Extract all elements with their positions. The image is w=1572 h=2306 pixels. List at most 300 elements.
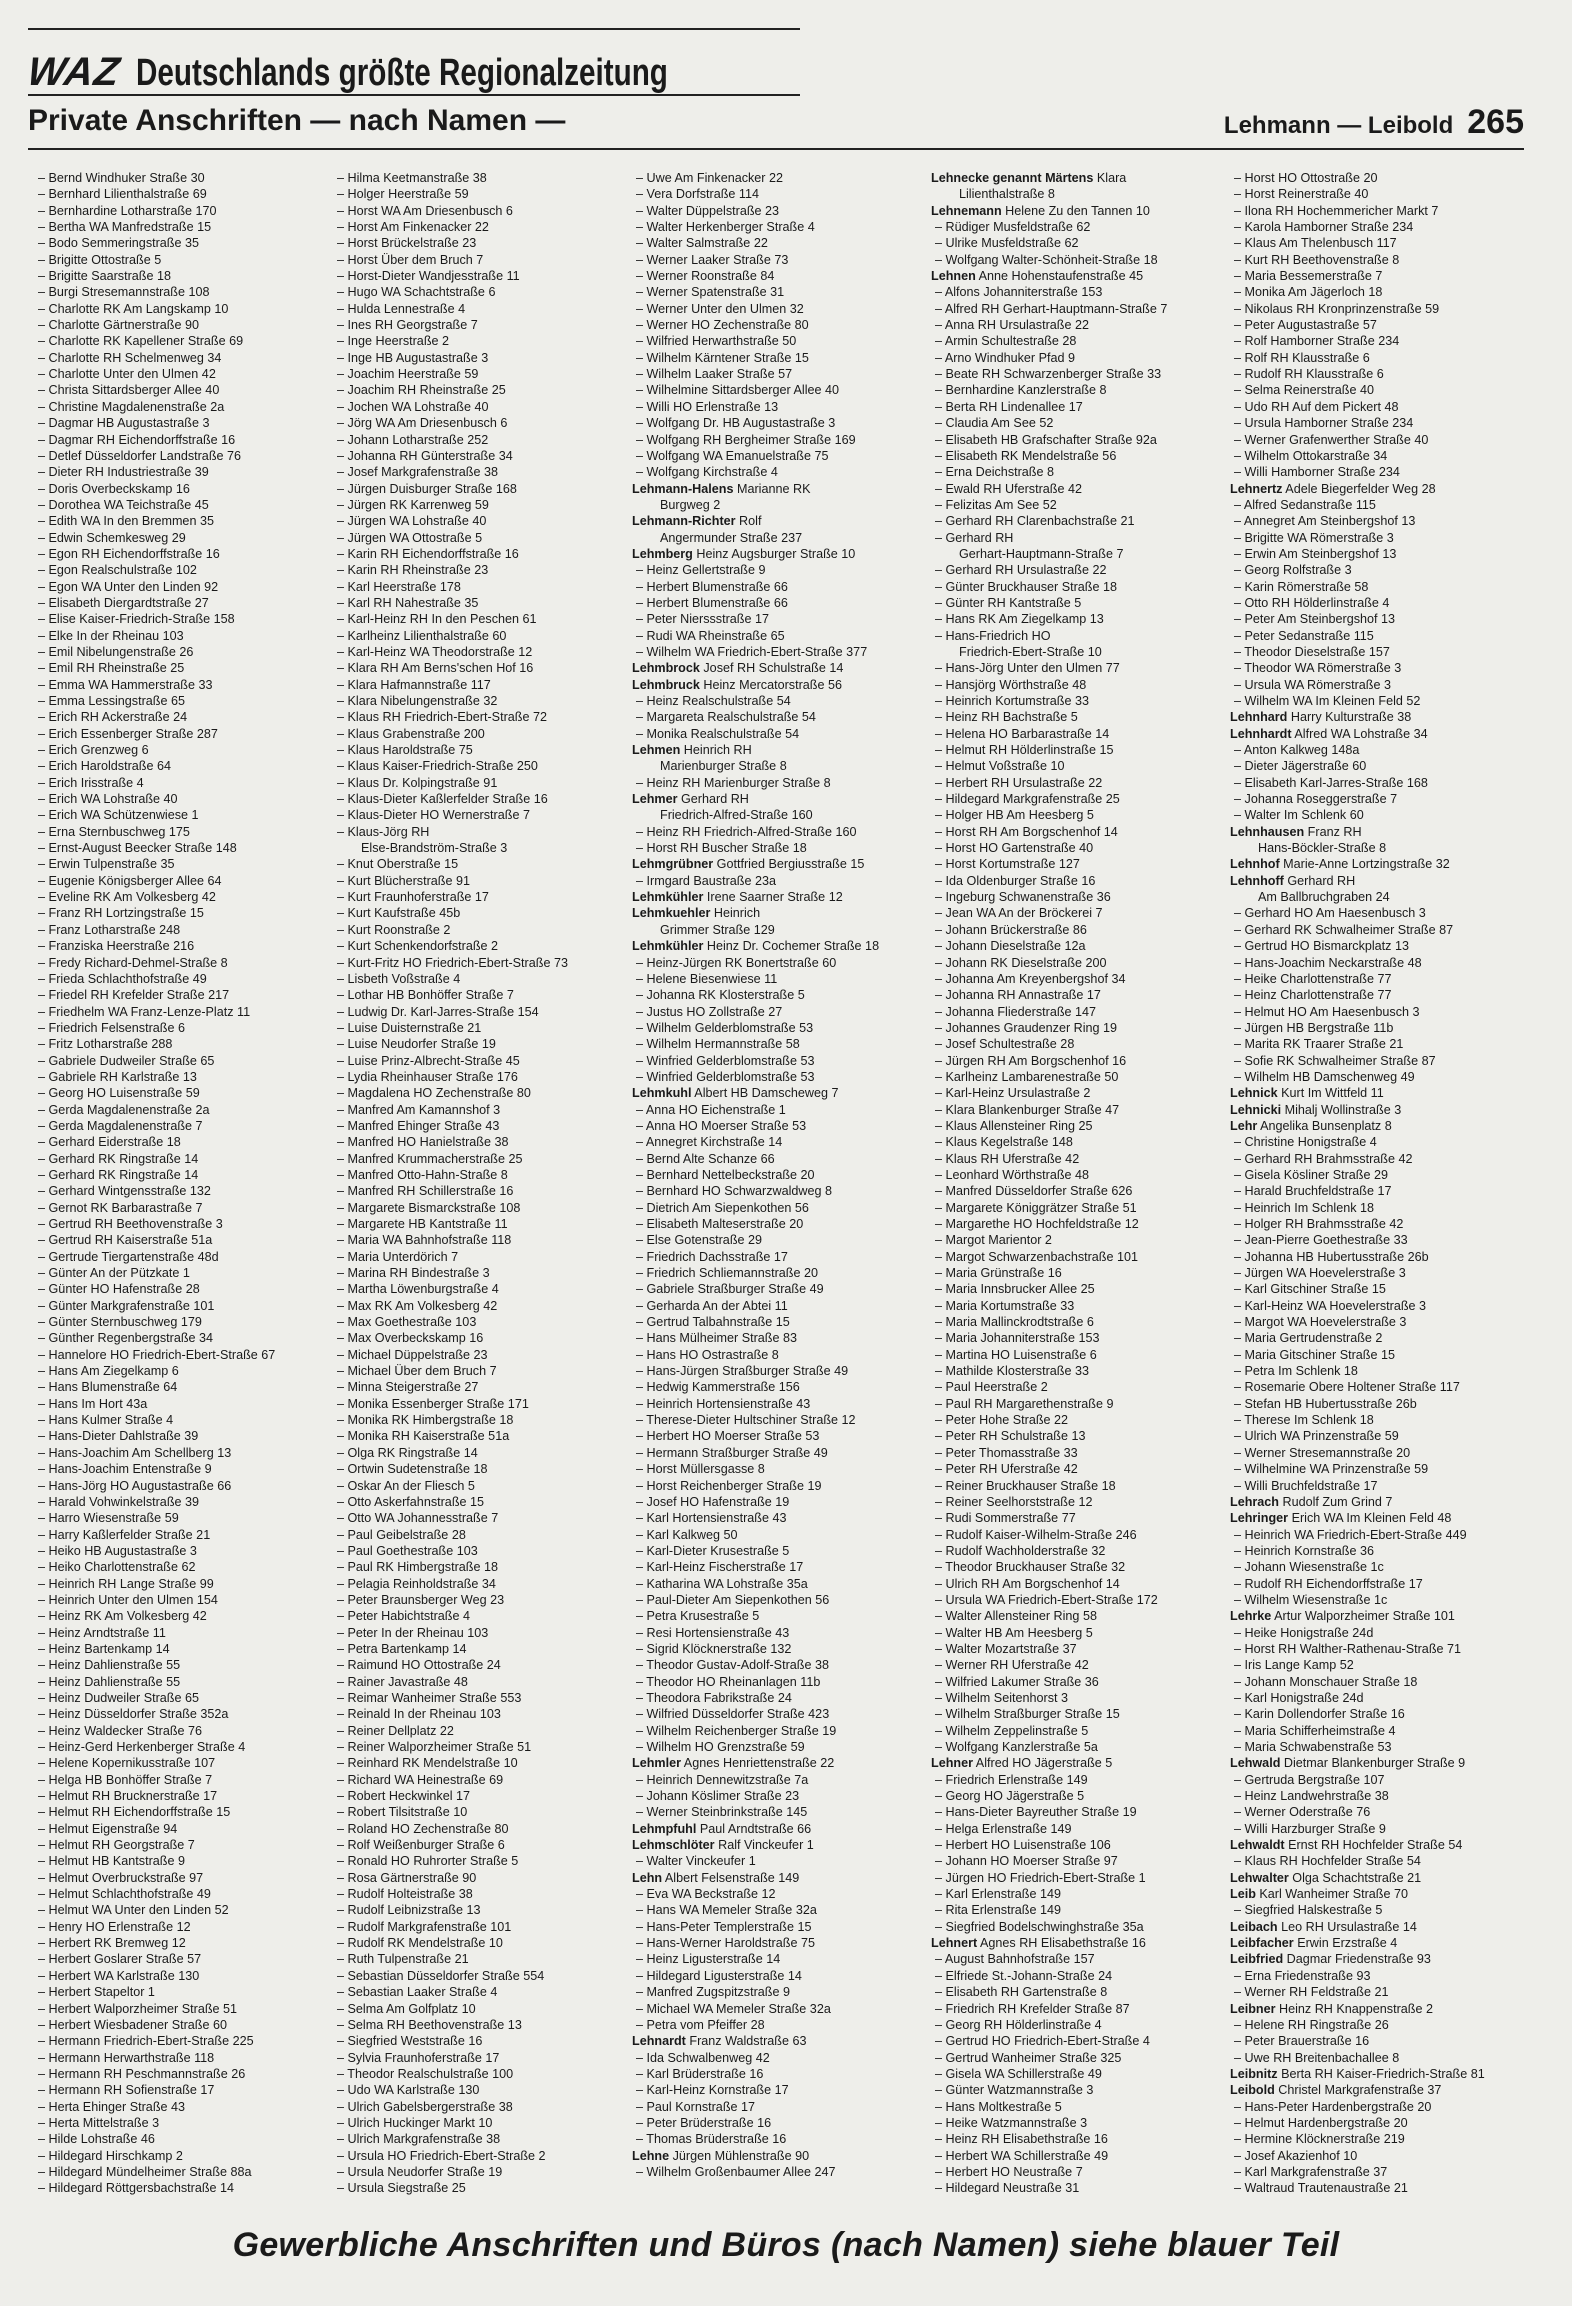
list-item: – Gertrude Tiergartenstraße 48d: [34, 1249, 327, 1265]
list-item: – Sylvia Fraunhoferstraße 17: [333, 2050, 626, 2066]
list-item: – Heinz-Gerd Herkenberger Straße 4: [34, 1739, 327, 1755]
list-item: – Klaus Kegelstraße 148: [931, 1134, 1224, 1150]
list-item: – Waltraud Trautenaustraße 21: [1230, 2180, 1523, 2196]
list-item: – Petra Bartenkamp 14: [333, 1641, 626, 1657]
list-item: – Brigitte Saarstraße 18: [34, 268, 327, 284]
list-item: – Rainer Javastraße 48: [333, 1674, 626, 1690]
list-item: – Hulda Lennestraße 4: [333, 301, 626, 317]
list-item: – Klaus Kaiser-Friedrich-Straße 250: [333, 758, 626, 774]
list-item: – August Bahnhofstraße 157: [931, 1951, 1224, 1967]
list-item: – Peter In der Rheinau 103: [333, 1625, 626, 1641]
list-item: – Manfred Krummacherstraße 25: [333, 1151, 626, 1167]
list-item: – Willi Harzburger Straße 9: [1230, 1821, 1523, 1837]
list-item: – Günter RH Kantstraße 5: [931, 595, 1224, 611]
surname: Lehmbruck: [632, 677, 700, 692]
list-item: – Heinrich WA Friedrich-Ebert-Straße 449: [1230, 1527, 1523, 1543]
list-item: – Wolfgang Kanzlerstraße 5a: [931, 1739, 1224, 1755]
list-item: – Jörg WA Am Driesenbusch 6: [333, 415, 626, 431]
list-item: – Werner RH Uferstraße 42: [931, 1657, 1224, 1673]
list-item: – Manfred Otto-Hahn-Straße 8: [333, 1167, 626, 1183]
list-item: – Johann Köslimer Straße 23: [632, 1788, 925, 1804]
list-item: – Holger Heerstraße 59: [333, 186, 626, 202]
list-item: – Willi Hamborner Straße 234: [1230, 464, 1523, 480]
list-item: – Dieter Jägerstraße 60: [1230, 758, 1523, 774]
list-item: – Jürgen WA Hoevelerstraße 3: [1230, 1265, 1523, 1281]
list-item: – Gertruda Bergstraße 107: [1230, 1772, 1523, 1788]
list-item: – Wilhelm Großenbaumer Allee 247: [632, 2164, 925, 2180]
list-item: – Monika RH Kaiserstraße 51a: [333, 1428, 626, 1444]
list-item: – Karlheinz Lilienthalstraße 60: [333, 628, 626, 644]
list-item: – Michael Düppelstraße 23: [333, 1347, 626, 1363]
list-item: – Michael Über dem Bruch 7: [333, 1363, 626, 1379]
list-item: – Werner Oderstraße 76: [1230, 1804, 1523, 1820]
list-item: – Robert Tilsitstraße 10: [333, 1804, 626, 1820]
list-item: – Manfred Düsseldorfer Straße 626: [931, 1183, 1224, 1199]
list-item: – Paul Goethestraße 103: [333, 1543, 626, 1559]
list-item: – Wilhelm Hermannstraße 58: [632, 1036, 925, 1052]
list-item: – Manfred Zugspitzstraße 9: [632, 1984, 925, 2000]
list-item: – Karl Brüderstraße 16: [632, 2066, 925, 2082]
list-item: – Gerharda An der Abtei 11: [632, 1298, 925, 1314]
list-item: – Günther Regenbergstraße 34: [34, 1330, 327, 1346]
list-item: – Heinz Ligusterstraße 14: [632, 1951, 925, 1967]
list-item: – Gerda Magdalenenstraße 2a: [34, 1102, 327, 1118]
list-item: – Franziska Heerstraße 216: [34, 938, 327, 954]
list-item: – Gertrud RH Kaiserstraße 51a: [34, 1232, 327, 1248]
list-item: – Claudia Am See 52: [931, 415, 1224, 431]
list-item: – Heike Charlottenstraße 77: [1230, 971, 1523, 987]
list-item: – Karl-Dieter Krusestraße 5: [632, 1543, 925, 1559]
surname: Lehnertz: [1230, 481, 1283, 496]
list-item: – Rudi Sommerstraße 77: [931, 1510, 1224, 1526]
column-5: [1224, 170, 1523, 2210]
list-item: – Holger RH Brahmsstraße 42: [1230, 1216, 1523, 1232]
list-item: – Bernhard Nettelbeckstraße 20: [632, 1167, 925, 1183]
list-item: – Johann Wiesenstraße 1c: [1230, 1559, 1523, 1575]
surname-entry: Lehmen Heinrich RH: [632, 743, 752, 758]
masthead-rule: [28, 94, 800, 96]
list-item: – Herta Mittelstraße 3: [34, 2115, 327, 2131]
list-item: – Johann Monschauer Straße 18: [1230, 1674, 1523, 1690]
surname-entry: Lehwaldt Ernst RH Hochfelder Straße 54: [1230, 1838, 1463, 1853]
list-item: – Ludwig Dr. Karl-Jarres-Straße 154: [333, 1004, 626, 1020]
list-item: – Ursula WA Römerstraße 3: [1230, 677, 1523, 693]
list-item: – Marina RH Bindestraße 3: [333, 1265, 626, 1281]
surname-entry: Lehwald Dietmar Blankenburger Straße 9: [1230, 1756, 1466, 1771]
list-item: – Herbert RK Bremweg 12: [34, 1935, 327, 1951]
page-header: [28, 102, 1524, 142]
list-item: – Wilfried Lakumer Straße 36: [931, 1674, 1224, 1690]
list-item: – Hildegard Ligusterstraße 14: [632, 1968, 925, 1984]
list-item: – Helmut RH Georgstraße 7: [34, 1837, 327, 1853]
list-item: – Sigrid Klöcknerstraße 132: [632, 1641, 925, 1657]
list-item: – Georg RH Hölderlinstraße 4: [931, 2017, 1224, 2033]
list-item: – Herbert WA Karlstraße 130: [34, 1968, 327, 1984]
surname: Lehmann-Halens: [632, 481, 734, 496]
surname-entry: Lehmbrock Josef RH Schulstraße 14: [632, 661, 844, 676]
surname: Lehmberg: [632, 546, 693, 561]
list-item: – Margareta Realschulstraße 54: [632, 709, 925, 725]
list-item: – Karl-Heinz WA Theodorstraße 12: [333, 644, 626, 660]
list-item: – Rita Erlenstraße 149: [931, 1902, 1224, 1918]
list-item: – Friedrich Erlenstraße 149: [931, 1772, 1224, 1788]
surname-entry: Lehmler Agnes Henriettenstraße 22: [632, 1756, 835, 1771]
list-item: – Elise Kaiser-Friedrich-Straße 158: [34, 611, 327, 627]
list-item: – Klaus-Jörg RH: [333, 824, 626, 840]
list-item: – Herbert Stapeltor 1: [34, 1984, 327, 2000]
list-item: – Gertrud HO Bismarckplatz 13: [1230, 938, 1523, 954]
list-item: – Werner Roonstraße 84: [632, 268, 925, 284]
surname: Lehmgrübner: [632, 857, 714, 872]
list-item: – Johann Brückerstraße 86: [931, 922, 1224, 938]
list-item: – Kurt RH Beethovenstraße 8: [1230, 252, 1523, 268]
list-item: – Wolfgang RH Bergheimer Straße 169: [632, 432, 925, 448]
list-item: – Gerhard Eiderstraße 18: [34, 1134, 327, 1150]
list-item: – Anna HO Moerser Straße 53: [632, 1118, 925, 1134]
list-item: – Charlotte RK Am Langskamp 10: [34, 301, 327, 317]
surname: Lehnecke genannt Märtens: [931, 171, 1094, 185]
list-item: – Theodor Gustav-Adolf-Straße 38: [632, 1657, 925, 1673]
list-item: – Christine Honigstraße 4: [1230, 1134, 1523, 1150]
list-item: – Helmut Hardenbergstraße 20: [1230, 2115, 1523, 2131]
list-item: – Franz RH Lortzingstraße 15: [34, 905, 327, 921]
list-item: – Heiko HB Augustastraße 3: [34, 1543, 327, 1559]
list-item: – Margarete Königgrätzer Straße 51: [931, 1200, 1224, 1216]
list-item: – Johannes Graudenzer Ring 19: [931, 1020, 1224, 1036]
list-item: – Herbert HO Neustraße 7: [931, 2164, 1224, 2180]
list-item: – Bernhardine Lotharstraße 170: [34, 203, 327, 219]
list-item: – Maria Johanniterstraße 153: [931, 1330, 1224, 1346]
list-item: – Annegret Am Steinbergshof 13: [1230, 513, 1523, 529]
column-4: [925, 170, 1224, 2210]
list-item: – Horst HO Ottostraße 20: [1230, 170, 1523, 186]
list-item: – Dorothea WA Teichstraße 45: [34, 497, 327, 513]
list-item: – Holger HB Am Heesberg 5: [931, 807, 1224, 823]
surname-entry: Lehne Jürgen Mühlenstraße 90: [632, 2148, 810, 2163]
list-item: – Hans Moltkestraße 5: [931, 2099, 1224, 2115]
list-item: – Karl-Heinz Kornstraße 17: [632, 2082, 925, 2098]
list-item: – Johann RK Dieselstraße 200: [931, 955, 1224, 971]
list-item: – Maria Gitschiner Straße 15: [1230, 1347, 1523, 1363]
entry-continuation: Am Ballbruchgraben 24: [1258, 890, 1390, 905]
list-item: – Kurt Blücherstraße 91: [333, 873, 626, 889]
list-item: – Gisela WA Schillerstraße 49: [931, 2066, 1224, 2082]
list-item: – Katharina WA Lohstraße 35a: [632, 1576, 925, 1592]
list-item: – Siegfried Halskestraße 5: [1230, 1902, 1523, 1918]
list-item: – Bertha WA Manfredstraße 15: [34, 219, 327, 235]
list-item: – Johann HO Moerser Straße 97: [931, 1853, 1224, 1869]
list-item: – Egon RH Eichendorffstraße 16: [34, 546, 327, 562]
list-item: – Hans Mülheimer Straße 83: [632, 1330, 925, 1346]
surname: Lehmbrock: [632, 661, 700, 676]
list-item: – Helmut Overbruckstraße 97: [34, 1870, 327, 1886]
surname: Lehmschlöter: [632, 1838, 715, 1853]
list-item: – Maria Bessemerstraße 7: [1230, 268, 1523, 284]
list-item: – Edwin Schemkesweg 29: [34, 530, 327, 546]
list-item: – Sebastian Düsseldorfer Straße 554: [333, 1968, 626, 1984]
list-item: – Willi HO Erlenstraße 13: [632, 399, 925, 415]
list-item: – Maria Innsbrucker Allee 25: [931, 1281, 1224, 1297]
list-item: – Heinz RH Bachstraße 5: [931, 709, 1224, 725]
list-item: – Josef Markgrafenstraße 38: [333, 464, 626, 480]
surname: Leibach: [1230, 1919, 1278, 1934]
surname-entry: Lehnecke genannt Märtens Klara: [931, 171, 1127, 185]
list-item: – Brigitte Ottostraße 5: [34, 252, 327, 268]
list-item: – Ronald HO Ruhrorter Straße 5: [333, 1853, 626, 1869]
surname: Lehr: [1230, 1118, 1258, 1133]
list-item: – Hans-Joachim Neckarstraße 48: [1230, 955, 1523, 971]
list-item: – Kurt Schenkendorfstraße 2: [333, 938, 626, 954]
list-item: – Friedel RH Krefelder Straße 217: [34, 987, 327, 1003]
list-item: – Klaus Allensteiner Ring 25: [931, 1118, 1224, 1134]
list-item: – Peter Thomasstraße 33: [931, 1445, 1224, 1461]
surname: Lehmkühler: [632, 939, 704, 954]
list-item: – Johanna RH Günterstraße 34: [333, 448, 626, 464]
list-item: – Reinhard RK Mendelstraße 10: [333, 1755, 626, 1771]
list-item: – Inge Heerstraße 2: [333, 333, 626, 349]
surname: Lehnhof: [1230, 857, 1280, 872]
list-item: – Beate RH Schwarzenberger Straße 33: [931, 366, 1224, 382]
list-item: – Udo RH Auf dem Pickert 48: [1230, 399, 1523, 415]
list-item: – Günter Sternbuschweg 179: [34, 1314, 327, 1330]
list-item: – Jean WA An der Bröckerei 7: [931, 905, 1224, 921]
list-item: – Heike Honigstraße 24d: [1230, 1625, 1523, 1641]
entry-continuation: Else-Brandström-Straße 3: [361, 841, 508, 856]
list-item: – Berta RH Lindenallee 17: [931, 399, 1224, 415]
list-item: – Charlotte Gärtnerstraße 90: [34, 317, 327, 333]
list-item: – Ines RH Georgstraße 7: [333, 317, 626, 333]
list-item: – Petra Im Schlenk 18: [1230, 1363, 1523, 1379]
list-item: – Max RK Am Volkesberg 42: [333, 1298, 626, 1314]
list-item: – Klaus-Dieter HO Wernerstraße 7: [333, 807, 626, 823]
list-item: – Johanna RK Klosterstraße 5: [632, 987, 925, 1003]
list-item: – Bernhardine Kanzlerstraße 8: [931, 382, 1224, 398]
list-item: – Jochen WA Lohstraße 40: [333, 399, 626, 415]
list-item: – Ortwin Sudetenstraße 18: [333, 1461, 626, 1477]
list-item: – Günter An der Pützkate 1: [34, 1265, 327, 1281]
list-item: – Hans Blumenstraße 64: [34, 1379, 327, 1395]
list-item: – Karl-Heinz Ursulastraße 2: [931, 1085, 1224, 1101]
list-item: – Hans HO Ostrastraße 8: [632, 1347, 925, 1363]
list-item: – Wolfgang Dr. HB Augustastraße 3: [632, 415, 925, 431]
list-item: – Gerhard RH Ursulastraße 22: [931, 562, 1224, 578]
surname-entry: Lehmkuhl Albert HB Damscheweg 7: [632, 1086, 839, 1101]
list-item: – Hans-Peter Hardenbergstraße 20: [1230, 2099, 1523, 2115]
list-item: – Elisabeth Malteserstraße 20: [632, 1216, 925, 1232]
list-item: – Ulrich RH Am Borgschenhof 14: [931, 1576, 1224, 1592]
list-item: – Heinz Charlottenstraße 77: [1230, 987, 1523, 1003]
list-item: – Elisabeth RK Mendelstraße 56: [931, 448, 1224, 464]
list-item: – Wilhelm HB Damschenweg 49: [1230, 1069, 1523, 1085]
list-item: – Herbert Wiesbadener Straße 60: [34, 2017, 327, 2033]
list-item: – Joachim Heerstraße 59: [333, 366, 626, 382]
list-item: – Alfred Sedanstraße 115: [1230, 497, 1523, 513]
surname-entry: Lehmbruck Heinz Mercatorstraße 56: [632, 677, 842, 692]
list-item: – Ulrike Musfeldstraße 62: [931, 235, 1224, 251]
list-item: – Gabriele RH Karlstraße 13: [34, 1069, 327, 1085]
list-item: – Charlotte Unter den Ulmen 42: [34, 366, 327, 382]
list-item: – Margot Schwarzenbachstraße 101: [931, 1249, 1224, 1265]
list-item: – Ida Oldenburger Straße 16: [931, 873, 1224, 889]
list-item: – Heike Watzmannstraße 3: [931, 2115, 1224, 2131]
list-item: – Gerhard RH Clarenbachstraße 21: [931, 513, 1224, 529]
list-item: – Heinrich Kortumstraße 33: [931, 693, 1224, 709]
list-item: – Joachim RH Rheinstraße 25: [333, 382, 626, 398]
surname: Leib: [1230, 1887, 1256, 1902]
surname-entry: Lehmkühler Irene Saarner Straße 12: [632, 890, 843, 905]
list-item: – Helena HO Barbarastraße 14: [931, 726, 1224, 742]
list-item: – Wilhelm Ottokarstraße 34: [1230, 448, 1523, 464]
list-item: – Rolf Weißenburger Straße 6: [333, 1837, 626, 1853]
surname: Leibfried: [1230, 1952, 1284, 1967]
list-item: – Reiner Seelhorststraße 12: [931, 1494, 1224, 1510]
entry-continuation: Grimmer Straße 129: [660, 922, 775, 937]
list-item: – Luise Neudorfer Straße 19: [333, 1036, 626, 1052]
list-item: – Heinrich Unter den Ulmen 154: [34, 1592, 327, 1608]
entry-continuation: Burgweg 2: [660, 497, 721, 512]
list-item: – Peter Nierssstraße 17: [632, 611, 925, 627]
list-item: – Ulrich Gabelsbergerstraße 38: [333, 2099, 626, 2115]
list-item: – Reiner Bruckhauser Straße 18: [931, 1478, 1224, 1494]
list-item: – Johann Lotharstraße 252: [333, 432, 626, 448]
list-item: – Erna Friedenstraße 93: [1230, 1968, 1523, 1984]
list-item: – Rudolf Wachholderstraße 32: [931, 1543, 1224, 1559]
list-item: – Karl Honigstraße 24d: [1230, 1690, 1523, 1706]
list-item: – Hans RK Am Ziegelkamp 13: [931, 611, 1224, 627]
list-item: – Christine Magdalenenstraße 2a: [34, 399, 327, 415]
surname: Lehnhardt: [1230, 726, 1292, 741]
listing-columns: [28, 170, 1524, 2210]
list-item: – Hans-Peter Templerstraße 15: [632, 1919, 925, 1935]
list-item: – Max Goethestraße 103: [333, 1314, 626, 1330]
list-item: – Selma Am Golfplatz 10: [333, 2001, 626, 2017]
list-item: – Inge HB Augustastraße 3: [333, 350, 626, 366]
list-item: – Walter Im Schlenk 60: [1230, 807, 1523, 823]
list-item: – Bernhard Lilienthalstraße 69: [34, 186, 327, 202]
list-item: – Karl Gitschiner Straße 15: [1230, 1281, 1523, 1297]
list-item: – Heinz Düsseldorfer Straße 352a: [34, 1706, 327, 1722]
list-item: – Monika Realschulstraße 54: [632, 726, 925, 742]
list-item: – Günter Bruckhauser Straße 18: [931, 579, 1224, 595]
list-item: – Karin RH Eichendorffstraße 16: [333, 546, 626, 562]
list-item: – Lisbeth Voßstraße 4: [333, 971, 626, 987]
surname: Lehnemann: [931, 203, 1002, 218]
list-item: – Heinz Gellertstraße 9: [632, 562, 925, 578]
list-item: – Peter RH Schulstraße 13: [931, 1428, 1224, 1444]
list-item: – Helmut HO Am Haesenbusch 3: [1230, 1004, 1523, 1020]
list-item: – Sofie RK Schwalheimer Straße 87: [1230, 1053, 1523, 1069]
list-item: – Siegfried Weststraße 16: [333, 2033, 626, 2049]
list-item: – Jürgen WA Lohstraße 40: [333, 513, 626, 529]
list-item: – Jürgen WA Ottostraße 5: [333, 530, 626, 546]
surname: Lehnhard: [1230, 710, 1288, 725]
surname-entry: Leibfacher Erwin Erzstraße 4: [1230, 1936, 1398, 1951]
list-item: – Manfred HO Hanielstraße 38: [333, 1134, 626, 1150]
list-item: – Hans-Werner Haroldstraße 75: [632, 1935, 925, 1951]
surname-entry: Lehnhof Marie-Anne Lortzingstraße 32: [1230, 857, 1450, 872]
list-item: – Erwin Am Steinbergshof 13: [1230, 546, 1523, 562]
list-item: – Herbert Walporzheimer Straße 51: [34, 2001, 327, 2017]
list-item: – Werner Unter den Ulmen 32: [632, 301, 925, 317]
surname-entry: Lehrach Rudolf Zum Grind 7: [1230, 1494, 1393, 1509]
list-item: – Franz Lotharstraße 248: [34, 922, 327, 938]
list-item: – Herbert HO Moerser Straße 53: [632, 1428, 925, 1444]
list-item: – Horst Reinerstraße 40: [1230, 186, 1523, 202]
list-item: – Helmut HB Kantstraße 9: [34, 1853, 327, 1869]
list-item: – Rosemarie Obere Holtener Straße 117: [1230, 1379, 1523, 1395]
list-item: – Therese-Dieter Hultschiner Straße 12: [632, 1412, 925, 1428]
entry-continuation: Marienburger Straße 8: [660, 759, 787, 774]
list-item: – Wolfgang Walter-Schönheit-Straße 18: [931, 252, 1224, 268]
list-item: – Karl-Heinz Fischerstraße 17: [632, 1559, 925, 1575]
list-item: – Klaus RH Uferstraße 42: [931, 1151, 1224, 1167]
list-item: – Thomas Brüderstraße 16: [632, 2131, 925, 2147]
list-item: – Hildegard Mündelheimer Straße 88a: [34, 2164, 327, 2180]
list-item: – Anna RH Ursulastraße 22: [931, 317, 1224, 333]
list-item: – Nikolaus RH Kronprinzenstraße 59: [1230, 301, 1523, 317]
masthead: [24, 44, 818, 94]
list-item: – Klaus RH Hochfelder Straße 54: [1230, 1853, 1523, 1869]
list-item: – Klara Nibelungenstraße 32: [333, 693, 626, 709]
list-item: – Horst HO Gartenstraße 40: [931, 840, 1224, 856]
list-item: – Selma Reinerstraße 40: [1230, 382, 1523, 398]
surname: Lehnardt: [632, 2034, 686, 2049]
list-item: – Rolf RH Klausstraße 6: [1230, 350, 1523, 366]
list-item: – Helga Erlenstraße 149: [931, 1821, 1224, 1837]
list-item: – Burgi Stresemannstraße 108: [34, 284, 327, 300]
list-item: – Erwin Tulpenstraße 35: [34, 856, 327, 872]
list-item: – Monika RK Himbergstraße 18: [333, 1412, 626, 1428]
list-item: – Therese Im Schlenk 18: [1230, 1412, 1523, 1428]
list-item: – Werner Laaker Straße 73: [632, 252, 925, 268]
list-item: – Erna Sternbuschweg 175: [34, 824, 327, 840]
surname-entry: Lehnen Anne Hohenstaufenstraße 45: [931, 269, 1144, 284]
list-item: – Wilfried Herwarthstraße 50: [632, 333, 925, 349]
list-item: – Petra vom Pfeiffer 28: [632, 2017, 925, 2033]
list-item: – Paul RH Margarethenstraße 9: [931, 1396, 1224, 1412]
list-item: – Elisabeth RH Gartenstraße 8: [931, 1984, 1224, 2000]
surname: Lehmler: [632, 1756, 681, 1771]
list-item: – Detlef Düsseldorfer Landstraße 76: [34, 448, 327, 464]
list-item: – Wilhelm Seitenhorst 3: [931, 1690, 1224, 1706]
list-item: – Wolfgang Kirchstraße 4: [632, 464, 925, 480]
list-item: – Hans-Jörg Unter den Ulmen 77: [931, 660, 1224, 676]
list-item: – Horst-Dieter Wandjesstraße 11: [333, 268, 626, 284]
list-item: – Karl Erlenstraße 149: [931, 1886, 1224, 1902]
surname-entry: Lehmann-Richter Rolf: [632, 514, 762, 529]
entry-continuation: Gerhart-Hauptmann-Straße 7: [959, 546, 1124, 561]
surname-entry: Lehmer Gerhard RH: [632, 792, 749, 807]
list-item: – Ruth Tulpenstraße 21: [333, 1951, 626, 1967]
list-item: – Rosa Gärtnerstraße 90: [333, 1870, 626, 1886]
list-item: – Vera Dorfstraße 114: [632, 186, 925, 202]
list-item: – Elisabeth HB Grafschafter Straße 92a: [931, 432, 1224, 448]
list-item: – Walter Mozartstraße 37: [931, 1641, 1224, 1657]
list-item: – Raimund HO Ottostraße 24: [333, 1657, 626, 1673]
surname-entry: Lehrke Artur Walporzheimer Straße 101: [1230, 1609, 1455, 1624]
list-item: – Rudi WA Rheinstraße 65: [632, 628, 925, 644]
entry-continuation: Angermunder Straße 237: [660, 530, 803, 545]
list-item: – Frieda Schlachthofstraße 49: [34, 971, 327, 987]
list-item: – Karlheinz Lambarenestraße 50: [931, 1069, 1224, 1085]
list-item: – Monika Am Jägerloch 18: [1230, 284, 1523, 300]
list-item: – Josef HO Hafenstraße 19: [632, 1494, 925, 1510]
list-item: – Ida Schwalbenweg 42: [632, 2050, 925, 2066]
list-item: – Heinrich Dennewitzstraße 7a: [632, 1772, 925, 1788]
list-item: – Winfried Gelderblomstraße 53: [632, 1053, 925, 1069]
list-item: – Gerhard RK Schwalheimer Straße 87: [1230, 922, 1523, 938]
list-item: – Horst Kortumstraße 127: [931, 856, 1224, 872]
